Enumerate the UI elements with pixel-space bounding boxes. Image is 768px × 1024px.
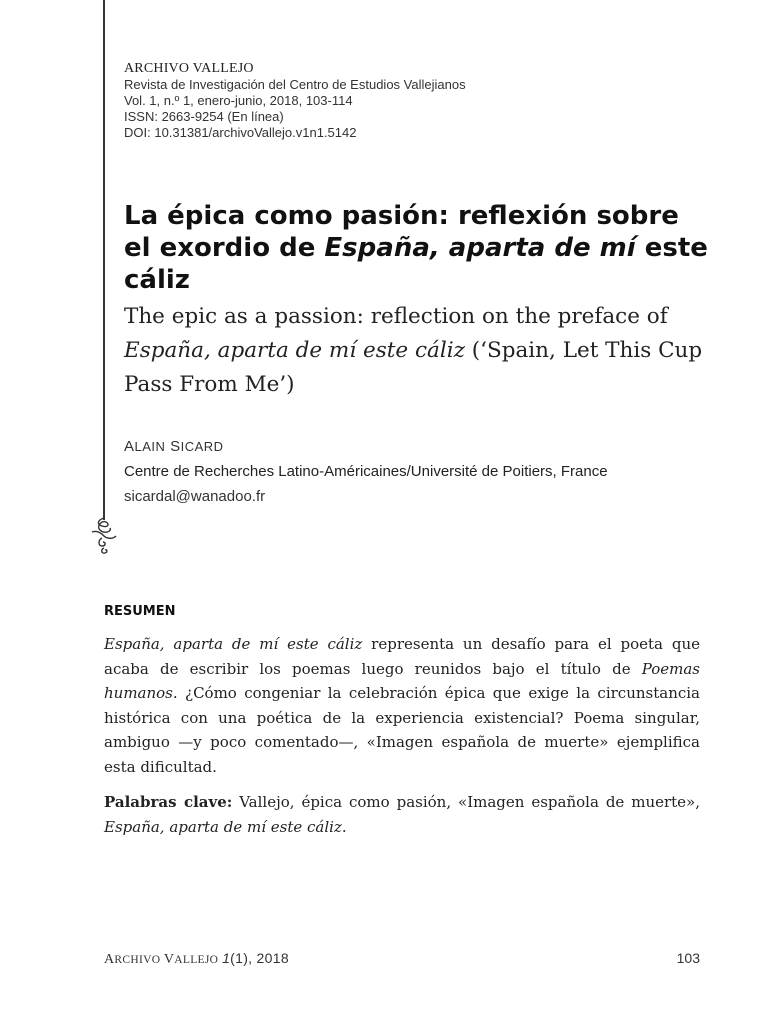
keywords-text-2: .	[341, 817, 347, 836]
footer-journal	[104, 950, 289, 968]
footer-a-initial: A	[104, 952, 115, 967]
resumen-italic-1: España, aparta de mí este cáliz	[104, 635, 363, 653]
title-es-text-end: este cáliz	[124, 233, 708, 295]
article-title-spanish	[124, 200, 714, 296]
keywords	[104, 790, 700, 839]
page-number: 103	[676, 950, 700, 966]
title-es-text: La épica como pasión: reflexión sobre el exordio de	[124, 201, 679, 263]
keywords-italic: España, aparta de mí este cáliz	[104, 817, 342, 836]
journal-doi: DOI: 10.31381/archivoVallejo.v1n1.5142	[124, 125, 357, 140]
article-title-english	[124, 300, 714, 402]
flourish-ornament-icon	[88, 516, 120, 556]
resumen-text	[104, 632, 700, 779]
keywords-label: Palabras clave:	[104, 793, 233, 811]
author-last-initial: S	[170, 438, 181, 455]
author-last-rest: ICARD	[180, 439, 224, 454]
author-first-rest: LAIN	[134, 439, 166, 454]
author-email[interactable]: sicardal@wanadoo.fr	[124, 488, 266, 505]
title-en-italic: España, aparta de mí este cáliz	[124, 338, 465, 363]
footer-v-rest: ALLEJO	[174, 954, 219, 966]
journal-info	[124, 61, 466, 141]
journal-volume: Vol. 1, n.º 1, enero-junio, 2018, 103-114	[124, 93, 353, 108]
footer-volume: 1	[222, 950, 231, 966]
resumen-italic-2: Poemas humanos	[104, 659, 700, 702]
title-en-text: The epic as a passion: reflection on the preface of	[124, 304, 668, 329]
footer-a-rest: RCHIVO	[114, 954, 161, 966]
journal-issn: ISSN: 2663-9254 (En línea)	[124, 109, 284, 124]
journal-name: ARCHIVO VALLEJO	[124, 61, 254, 76]
keywords-text-1: Vallejo, épica como pasión, «Imagen española de muerte»,	[232, 793, 700, 811]
footer-v-initial: V	[163, 952, 175, 967]
journal-subtitle: Revista de Investigación del Centro de Estudios Vallejianos	[124, 77, 466, 92]
resumen-text-1: representa un desafío para el poeta que acaba de escribir los poemas luego reunidos bajo el título de	[104, 635, 700, 678]
title-en-text-end: (‘Spain, Let This Cup Pass From Me’)	[124, 338, 703, 397]
author-affiliation: Centre de Recherches Latino-Américaines/Université de Poitiers, France	[124, 463, 608, 480]
title-es-italic: España, aparta de mí	[324, 233, 636, 263]
author-name	[124, 438, 224, 455]
resumen-text-2: . ¿Cómo congeniar la celebración épica que exige la circunstancia histórica con una poética de la experiencia existencial? Poema singular, ambiguo —y poco comentado—, «Imagen española de muerte» ejemplifica esta dificultad.	[104, 684, 700, 776]
author-first-initial: A	[124, 438, 135, 455]
decorative-vertical-line	[103, 0, 105, 520]
resumen-heading: RESUMEN	[104, 604, 176, 619]
footer-issue: (1), 2018	[230, 950, 289, 966]
